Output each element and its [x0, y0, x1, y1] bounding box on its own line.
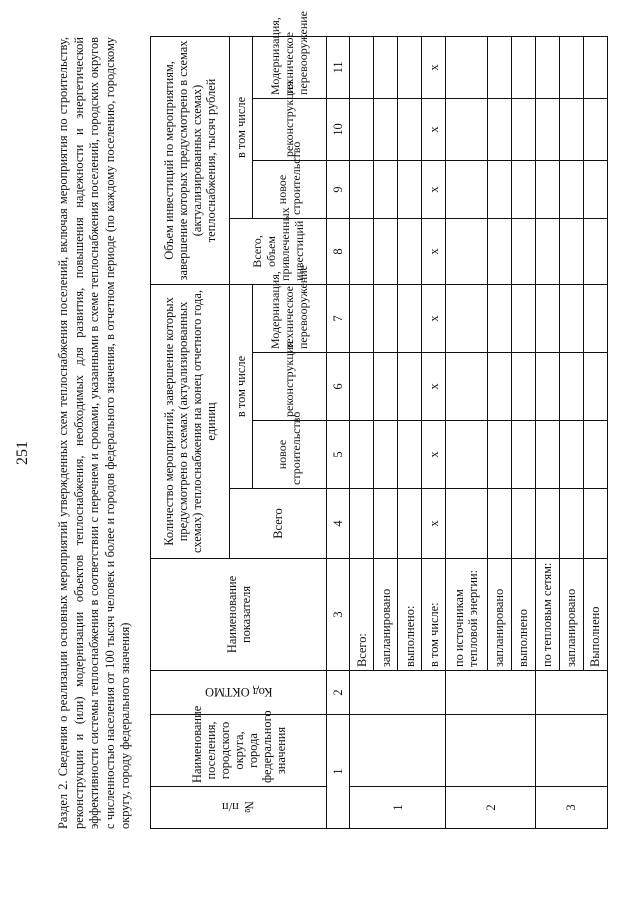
- row-value-c7: [583, 284, 607, 352]
- header-total: Всего: [229, 489, 327, 559]
- row-value-c10: [583, 98, 607, 160]
- header-indicator: Наименование показателя: [151, 559, 327, 671]
- header-modernization: Модернизация, техническое перевооружение: [252, 284, 327, 352]
- row-value-c9: [487, 160, 511, 218]
- row-settlement-cell: [535, 715, 607, 787]
- table-row: [535, 36, 559, 828]
- row-value-c9: [446, 160, 487, 218]
- row-value-c10: х: [422, 98, 446, 160]
- col-number-4: 4: [327, 489, 350, 559]
- row-value-c6: [398, 353, 422, 421]
- row-oktmo-cell: [350, 671, 446, 715]
- row-indicator: в том числе:: [422, 559, 446, 671]
- row-value-c4: [511, 489, 535, 559]
- col-number-2: 2: [327, 671, 350, 715]
- row-value-c6: [583, 353, 607, 421]
- row-value-c11: [350, 36, 374, 98]
- page-number: 251: [14, 441, 31, 465]
- row-value-c9: [583, 160, 607, 218]
- row-indicator: по источникам тепловой энергии:: [446, 559, 487, 671]
- row-indicator: запланировано: [559, 559, 583, 671]
- row-value-c6: х: [422, 353, 446, 421]
- row-value-c7: [446, 284, 487, 352]
- row-value-c9: [350, 160, 374, 218]
- row-value-c8: [559, 218, 583, 284]
- row-indicator: запланировано: [374, 559, 398, 671]
- row-value-c4: [535, 489, 559, 559]
- row-value-c10: [559, 98, 583, 160]
- row-value-c10: [487, 98, 511, 160]
- header-invest-mod: Модернизация, техническое перевооружение: [252, 36, 327, 98]
- row-value-c9: [511, 160, 535, 218]
- row-indicator: выполнено:: [398, 559, 422, 671]
- col-number-1: 1: [327, 715, 350, 829]
- row-value-c4: [559, 489, 583, 559]
- col-number-5: 5: [327, 421, 350, 489]
- col-number-10: 10: [327, 98, 350, 160]
- row-indicator: запланировано: [487, 559, 511, 671]
- row-value-c4: [487, 489, 511, 559]
- row-value-c6: [535, 353, 559, 421]
- row-value-c8: [583, 218, 607, 284]
- row-value-c8: [535, 218, 559, 284]
- row-settlement-cell: [446, 715, 536, 787]
- row-value-c6: [374, 353, 398, 421]
- row-value-c5: [487, 421, 511, 489]
- row-value-c7: [559, 284, 583, 352]
- header-invest-group: Объем инвестиций по мероприятиям, завершение которых предусмотрено в схемах (актуализированных схемах) теплоснабжения, тысяч рублей: [151, 36, 230, 284]
- row-value-c7: [350, 284, 374, 352]
- row-value-c10: [535, 98, 559, 160]
- row-indicator: Всего:: [350, 559, 374, 671]
- row-value-c6: [511, 353, 535, 421]
- row-value-c10: [446, 98, 487, 160]
- section-intro-text: Раздел 2. Сведения о реализации основных мероприятий утвержденных схем теплоснабжения поселений, включая мероприятия по строительству, реконструкции и (или) модернизации объектов теплоснабжения, необходимых для развития, повышения надежности и энергетической эффективности системы теплоснабжения в соответствии с перечнем и сроками, указанными в схеме теплоснабжения поселений, городских округов с численностью населения от 100 тысяч человек и более и городов федерального значения, в отчетном периоде (по каждому поселению, городскому округу, городу федерального значения): [56, 37, 133, 829]
- row-value-c4: [398, 489, 422, 559]
- row-group-number: 3: [535, 787, 607, 829]
- row-value-c11: [559, 36, 583, 98]
- row-value-c9: х: [422, 160, 446, 218]
- row-settlement-cell: [350, 715, 446, 787]
- header-invest-new: новое строительство: [252, 160, 327, 218]
- column-number-row: [327, 36, 350, 828]
- row-value-c4: [350, 489, 374, 559]
- row-value-c11: [583, 36, 607, 98]
- row-indicator: выполнено: [511, 559, 535, 671]
- row-value-c7: х: [422, 284, 446, 352]
- row-value-c8: [398, 218, 422, 284]
- row-value-c9: [374, 160, 398, 218]
- header-invest-recon: реконструкция: [252, 98, 327, 160]
- col-number-7: 7: [327, 284, 350, 352]
- row-value-c11: х: [422, 36, 446, 98]
- row-value-c5: [583, 421, 607, 489]
- row-value-c4: [446, 489, 487, 559]
- row-value-c8: [374, 218, 398, 284]
- header-invest-incl: в том числе: [229, 36, 252, 218]
- header-new-build: новое строительство: [252, 421, 327, 489]
- row-value-c4: [583, 489, 607, 559]
- col-number-3: 3: [327, 559, 350, 671]
- row-indicator: по тепловым сетям:: [535, 559, 559, 671]
- row-value-c6: [559, 353, 583, 421]
- row-value-c7: [487, 284, 511, 352]
- header-settlement: Наименование поселения, городского округа, города федерального значения: [151, 715, 327, 787]
- row-value-c10: [398, 98, 422, 160]
- col-number-9: 9: [327, 160, 350, 218]
- row-value-c7: [535, 284, 559, 352]
- row-value-c8: [350, 218, 374, 284]
- row-value-c11: [398, 36, 422, 98]
- row-value-c11: [535, 36, 559, 98]
- row-group-number: 1: [350, 787, 446, 829]
- row-value-c11: [487, 36, 511, 98]
- row-oktmo-cell: [535, 671, 607, 715]
- header-reconstruction: реконструкция: [252, 353, 327, 421]
- row-value-c5: х: [422, 421, 446, 489]
- col-number-8: 8: [327, 218, 350, 284]
- row-value-c9: [559, 160, 583, 218]
- row-group-number: 2: [446, 787, 536, 829]
- row-value-c10: [350, 98, 374, 160]
- row-value-c5: [398, 421, 422, 489]
- row-value-c5: [535, 421, 559, 489]
- report-table: [150, 10, 608, 829]
- row-value-c4: х: [422, 489, 446, 559]
- row-value-c8: [487, 218, 511, 284]
- row-value-c5: [446, 421, 487, 489]
- header-count-group: Количество мероприятий, завершение которых предусмотрено в схемах (актуализированных схемах) теплоснабжения на конец отчетного года, единиц: [151, 284, 230, 558]
- row-value-c5: [559, 421, 583, 489]
- row-value-c9: [398, 160, 422, 218]
- row-value-c8: [511, 218, 535, 284]
- row-value-c6: [487, 353, 511, 421]
- row-value-c7: [374, 284, 398, 352]
- header-oktmo: Код ОКТМО: [151, 671, 327, 715]
- row-oktmo-cell: [446, 671, 536, 715]
- header-invest-total: Всего, объем привлеченных инвестиций: [229, 218, 327, 284]
- header-incl: в том числе: [229, 284, 252, 488]
- row-value-c11: [374, 36, 398, 98]
- row-value-c9: [535, 160, 559, 218]
- table-row: [350, 36, 374, 828]
- row-value-c5: [350, 421, 374, 489]
- row-value-c4: [374, 489, 398, 559]
- row-value-c8: [446, 218, 487, 284]
- row-indicator: Выполнено: [583, 559, 607, 671]
- col-number-6: 6: [327, 353, 350, 421]
- header-num: № п/п: [151, 787, 327, 829]
- row-value-c6: [446, 353, 487, 421]
- row-value-c10: [511, 98, 535, 160]
- row-value-c8: х: [422, 218, 446, 284]
- table-row: [446, 36, 487, 828]
- row-value-c7: [511, 284, 535, 352]
- row-value-c11: [511, 36, 535, 98]
- row-value-c6: [350, 353, 374, 421]
- row-value-c10: [374, 98, 398, 160]
- row-value-c7: [398, 284, 422, 352]
- row-value-c11: [446, 36, 487, 98]
- col-number-11: 11: [327, 36, 350, 98]
- row-value-c5: [511, 421, 535, 489]
- row-value-c5: [374, 421, 398, 489]
